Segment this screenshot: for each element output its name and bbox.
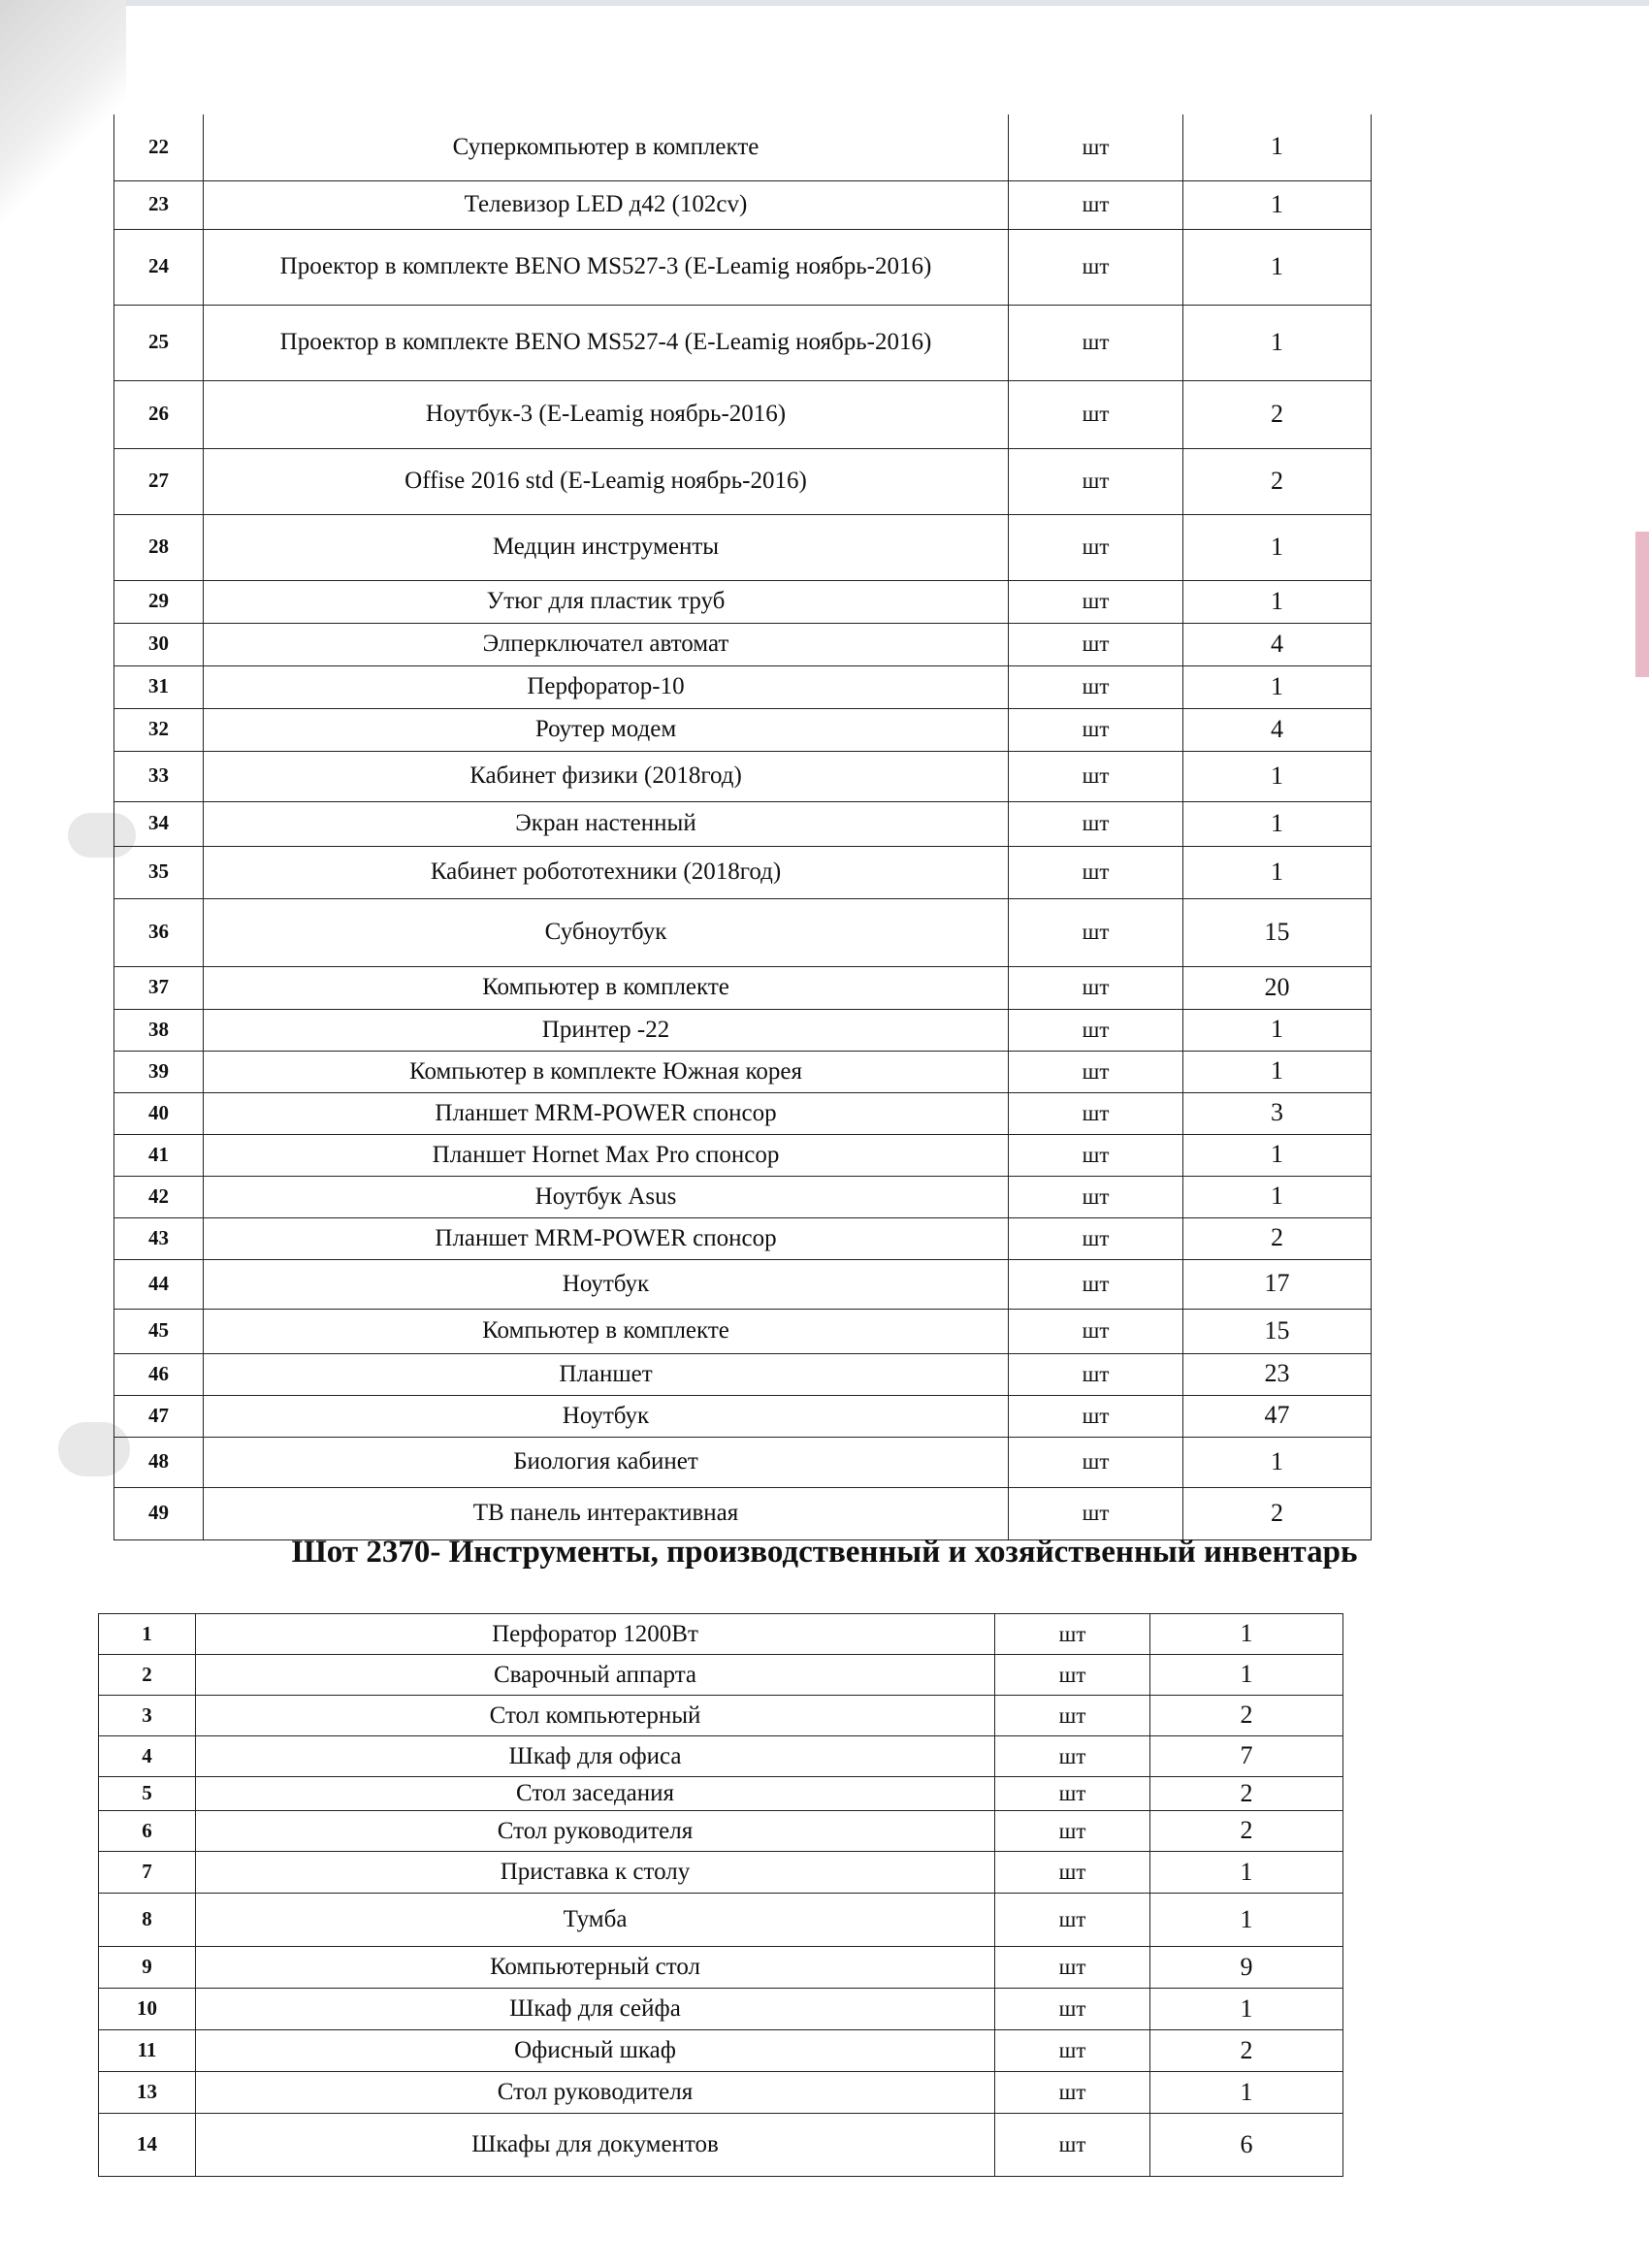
scan-top-edge — [0, 0, 1649, 6]
quantity-cell: 2 — [1150, 2030, 1343, 2072]
unit-cell: шт — [995, 2114, 1150, 2177]
quantity-cell: 23 — [1183, 1353, 1372, 1395]
unit-cell: шт — [1009, 448, 1183, 514]
quantity-cell: 17 — [1183, 1259, 1372, 1309]
row-number-cell: 2 — [99, 1655, 196, 1696]
item-name-cell: Стол руководителя — [196, 1811, 995, 1852]
row-number-cell: 35 — [114, 846, 204, 898]
quantity-cell: 1 — [1183, 1134, 1372, 1176]
quantity-cell: 1 — [1183, 665, 1372, 708]
unit-cell: шт — [995, 1852, 1150, 1894]
row-number-cell: 47 — [114, 1395, 204, 1437]
table-row — [99, 2072, 1343, 2114]
table-row — [114, 966, 1372, 1009]
item-name-cell: Ноутбук — [204, 1395, 1009, 1437]
inventory-table-1 — [113, 114, 1372, 1540]
table-row — [114, 708, 1372, 751]
table-row — [114, 623, 1372, 665]
row-number-cell: 36 — [114, 898, 204, 966]
table-row — [99, 1989, 1343, 2030]
table-row — [114, 665, 1372, 708]
quantity-cell: 1 — [1150, 1852, 1343, 1894]
quantity-cell: 1 — [1183, 180, 1372, 229]
row-number-cell: 10 — [99, 1989, 196, 2030]
quantity-cell: 1 — [1150, 2072, 1343, 2114]
quantity-cell: 15 — [1183, 898, 1372, 966]
item-name-cell: Роутер модем — [204, 708, 1009, 751]
row-number-cell: 25 — [114, 305, 204, 380]
item-name-cell: Биология кабинет — [204, 1437, 1009, 1487]
unit-cell: шт — [1009, 305, 1183, 380]
item-name-cell: Перфоратор 1200Вт — [196, 1614, 995, 1655]
row-number-cell: 14 — [99, 2114, 196, 2177]
table-row — [114, 801, 1372, 846]
table-row — [114, 305, 1372, 380]
quantity-cell: 2 — [1150, 1811, 1343, 1852]
row-number-cell: 27 — [114, 448, 204, 514]
item-name-cell: Проектор в комплекте BENO MS527-3 (E-Leamig ноябрь-2016) — [204, 229, 1009, 305]
edge-tab — [1635, 532, 1649, 677]
quantity-cell: 1 — [1183, 580, 1372, 623]
row-number-cell: 6 — [99, 1811, 196, 1852]
item-name-cell: Офисный шкаф — [196, 2030, 995, 2072]
table-row — [114, 1134, 1372, 1176]
table-row — [114, 1437, 1372, 1487]
row-number-cell: 24 — [114, 229, 204, 305]
item-name-cell: Стол компьютерный — [196, 1696, 995, 1736]
item-name-cell: Проектор в комплекте BENO MS527-4 (E-Leamig ноябрь-2016) — [204, 305, 1009, 380]
item-name-cell: Перфоратор-10 — [204, 665, 1009, 708]
unit-cell: шт — [1009, 1176, 1183, 1217]
quantity-cell: 6 — [1150, 2114, 1343, 2177]
unit-cell: шт — [1009, 708, 1183, 751]
quantity-cell: 9 — [1150, 1947, 1343, 1989]
unit-cell: шт — [1009, 1353, 1183, 1395]
table-row — [114, 1176, 1372, 1217]
item-name-cell: ТВ панель интерактивная — [204, 1487, 1009, 1539]
table-row — [99, 1614, 1343, 1655]
table-row — [114, 514, 1372, 580]
row-number-cell: 39 — [114, 1051, 204, 1092]
row-number-cell: 4 — [99, 1736, 196, 1777]
unit-cell: шт — [1009, 1092, 1183, 1134]
quantity-cell: 1 — [1183, 846, 1372, 898]
item-name-cell: Приставка к столу — [196, 1852, 995, 1894]
inventory-table-2-body — [99, 1614, 1343, 2177]
item-name-cell: Стол заседания — [196, 1777, 995, 1811]
row-number-cell: 41 — [114, 1134, 204, 1176]
unit-cell: шт — [1009, 1217, 1183, 1259]
table-row — [114, 114, 1372, 180]
unit-cell: шт — [1009, 1134, 1183, 1176]
inventory-table-2 — [98, 1613, 1343, 2177]
row-number-cell: 46 — [114, 1353, 204, 1395]
quantity-cell: 1 — [1150, 1655, 1343, 1696]
table-row — [114, 448, 1372, 514]
item-name-cell: Планшет — [204, 1353, 1009, 1395]
item-name-cell: Ноутбук — [204, 1259, 1009, 1309]
unit-cell: шт — [1009, 623, 1183, 665]
item-name-cell: Стол руководителя — [196, 2072, 995, 2114]
table-row — [114, 1217, 1372, 1259]
unit-cell: шт — [995, 1736, 1150, 1777]
table-row — [99, 1696, 1343, 1736]
item-name-cell: Компьютер в комплекте Южная корея — [204, 1051, 1009, 1092]
row-number-cell: 49 — [114, 1487, 204, 1539]
table-row — [99, 1894, 1343, 1947]
row-number-cell: 7 — [99, 1852, 196, 1894]
unit-cell: шт — [995, 1894, 1150, 1947]
unit-cell: шт — [1009, 114, 1183, 180]
row-number-cell: 33 — [114, 751, 204, 801]
unit-cell: шт — [1009, 229, 1183, 305]
unit-cell: шт — [1009, 380, 1183, 448]
section-title: Шот 2370- Инструменты, производственный и хозяйственный инвентарь — [291, 1535, 1358, 1570]
row-number-cell: 11 — [99, 2030, 196, 2072]
row-number-cell: 38 — [114, 1009, 204, 1051]
row-number-cell: 32 — [114, 708, 204, 751]
item-name-cell: Экран настенный — [204, 801, 1009, 846]
table-row — [99, 2030, 1343, 2072]
item-name-cell: Offise 2016 std (E-Leamig ноябрь-2016) — [204, 448, 1009, 514]
item-name-cell: Шкаф для офиса — [196, 1736, 995, 1777]
row-number-cell: 45 — [114, 1309, 204, 1353]
quantity-cell: 1 — [1150, 1894, 1343, 1947]
item-name-cell: Планшет MRM-POWER спонсор — [204, 1092, 1009, 1134]
item-name-cell: Элперключател автомат — [204, 623, 1009, 665]
unit-cell: шт — [995, 1696, 1150, 1736]
unit-cell: шт — [1009, 514, 1183, 580]
item-name-cell: Ноутбук Asus — [204, 1176, 1009, 1217]
quantity-cell: 1 — [1183, 1176, 1372, 1217]
quantity-cell: 1 — [1150, 1614, 1343, 1655]
table-row — [114, 1009, 1372, 1051]
quantity-cell: 2 — [1183, 448, 1372, 514]
table-row — [114, 1051, 1372, 1092]
unit-cell: шт — [1009, 846, 1183, 898]
unit-cell: шт — [995, 1614, 1150, 1655]
quantity-cell: 1 — [1183, 1437, 1372, 1487]
quantity-cell: 2 — [1150, 1777, 1343, 1811]
table-row — [114, 1487, 1372, 1539]
row-number-cell: 34 — [114, 801, 204, 846]
row-number-cell: 43 — [114, 1217, 204, 1259]
unit-cell: шт — [995, 1947, 1150, 1989]
unit-cell: шт — [1009, 1051, 1183, 1092]
row-number-cell: 40 — [114, 1092, 204, 1134]
quantity-cell: 47 — [1183, 1395, 1372, 1437]
unit-cell: шт — [1009, 1309, 1183, 1353]
quantity-cell: 4 — [1183, 708, 1372, 751]
unit-cell: шт — [1009, 801, 1183, 846]
item-name-cell: Телевизор LED д42 (102cv) — [204, 180, 1009, 229]
table-row — [99, 2114, 1343, 2177]
row-number-cell: 1 — [99, 1614, 196, 1655]
quantity-cell: 20 — [1183, 966, 1372, 1009]
row-number-cell: 29 — [114, 580, 204, 623]
row-number-cell: 9 — [99, 1947, 196, 1989]
quantity-cell: 3 — [1183, 1092, 1372, 1134]
row-number-cell: 3 — [99, 1696, 196, 1736]
quantity-cell: 2 — [1183, 1217, 1372, 1259]
unit-cell: шт — [995, 1989, 1150, 2030]
unit-cell: шт — [1009, 665, 1183, 708]
table-row — [99, 1777, 1343, 1811]
unit-cell: шт — [995, 2072, 1150, 2114]
quantity-cell: 1 — [1183, 229, 1372, 305]
unit-cell: шт — [1009, 580, 1183, 623]
row-number-cell: 37 — [114, 966, 204, 1009]
quantity-cell: 1 — [1183, 751, 1372, 801]
quantity-cell: 1 — [1183, 1051, 1372, 1092]
quantity-cell: 1 — [1150, 1989, 1343, 2030]
row-number-cell: 13 — [99, 2072, 196, 2114]
row-number-cell: 30 — [114, 623, 204, 665]
quantity-cell: 1 — [1183, 801, 1372, 846]
quantity-cell: 2 — [1183, 1487, 1372, 1539]
item-name-cell: Медцин инструменты — [204, 514, 1009, 580]
item-name-cell: Сварочный аппарта — [196, 1655, 995, 1696]
quantity-cell: 7 — [1150, 1736, 1343, 1777]
quantity-cell: 1 — [1183, 1009, 1372, 1051]
table-row — [114, 1092, 1372, 1134]
table-row — [114, 229, 1372, 305]
item-name-cell: Принтер -22 — [204, 1009, 1009, 1051]
unit-cell: шт — [1009, 1437, 1183, 1487]
item-name-cell: Суперкомпьютер в комплекте — [204, 114, 1009, 180]
item-name-cell: Компьютер в комплекте — [204, 966, 1009, 1009]
unit-cell: шт — [995, 2030, 1150, 2072]
unit-cell: шт — [1009, 1487, 1183, 1539]
quantity-cell: 2 — [1150, 1696, 1343, 1736]
table-row — [99, 1852, 1343, 1894]
row-number-cell: 28 — [114, 514, 204, 580]
row-number-cell: 22 — [114, 114, 204, 180]
unit-cell: шт — [1009, 751, 1183, 801]
unit-cell: шт — [1009, 180, 1183, 229]
inventory-table-1-body — [114, 114, 1372, 1539]
row-number-cell: 23 — [114, 180, 204, 229]
unit-cell: шт — [995, 1777, 1150, 1811]
row-number-cell: 48 — [114, 1437, 204, 1487]
table-row — [114, 1395, 1372, 1437]
item-name-cell: Субноутбук — [204, 898, 1009, 966]
table-row — [114, 1259, 1372, 1309]
item-name-cell: Планшет Hornet Max Pro спонсор — [204, 1134, 1009, 1176]
quantity-cell: 1 — [1183, 305, 1372, 380]
quantity-cell: 2 — [1183, 380, 1372, 448]
row-number-cell: 8 — [99, 1894, 196, 1947]
item-name-cell: Шкафы для документов — [196, 2114, 995, 2177]
item-name-cell: Планшет MRM-POWER спонсор — [204, 1217, 1009, 1259]
unit-cell: шт — [995, 1811, 1150, 1852]
table-row — [114, 751, 1372, 801]
row-number-cell: 42 — [114, 1176, 204, 1217]
item-name-cell: Кабинет робототехники (2018год) — [204, 846, 1009, 898]
item-name-cell: Шкаф для сейфа — [196, 1989, 995, 2030]
table-row — [114, 1353, 1372, 1395]
unit-cell: шт — [1009, 966, 1183, 1009]
item-name-cell: Тумба — [196, 1894, 995, 1947]
folded-corner — [0, 0, 126, 252]
unit-cell: шт — [1009, 1395, 1183, 1437]
unit-cell: шт — [995, 1655, 1150, 1696]
quantity-cell: 1 — [1183, 114, 1372, 180]
item-name-cell: Кабинет физики (2018год) — [204, 751, 1009, 801]
row-number-cell: 26 — [114, 380, 204, 448]
table-row — [99, 1947, 1343, 1989]
item-name-cell: Ноутбук-3 (E-Leamig ноябрь-2016) — [204, 380, 1009, 448]
table-row — [114, 580, 1372, 623]
item-name-cell: Компьютер в комплекте — [204, 1309, 1009, 1353]
table-row — [99, 1655, 1343, 1696]
table-row — [114, 380, 1372, 448]
quantity-cell: 1 — [1183, 514, 1372, 580]
table-row — [114, 846, 1372, 898]
table-row — [114, 898, 1372, 966]
quantity-cell: 15 — [1183, 1309, 1372, 1353]
unit-cell: шт — [1009, 898, 1183, 966]
row-number-cell: 44 — [114, 1259, 204, 1309]
row-number-cell: 31 — [114, 665, 204, 708]
table-row — [99, 1736, 1343, 1777]
item-name-cell: Утюг для пластик труб — [204, 580, 1009, 623]
table-row — [99, 1811, 1343, 1852]
unit-cell: шт — [1009, 1259, 1183, 1309]
table-row — [114, 180, 1372, 229]
row-number-cell: 5 — [99, 1777, 196, 1811]
unit-cell: шт — [1009, 1009, 1183, 1051]
item-name-cell: Компьютерный стол — [196, 1947, 995, 1989]
table-row — [114, 1309, 1372, 1353]
quantity-cell: 4 — [1183, 623, 1372, 665]
